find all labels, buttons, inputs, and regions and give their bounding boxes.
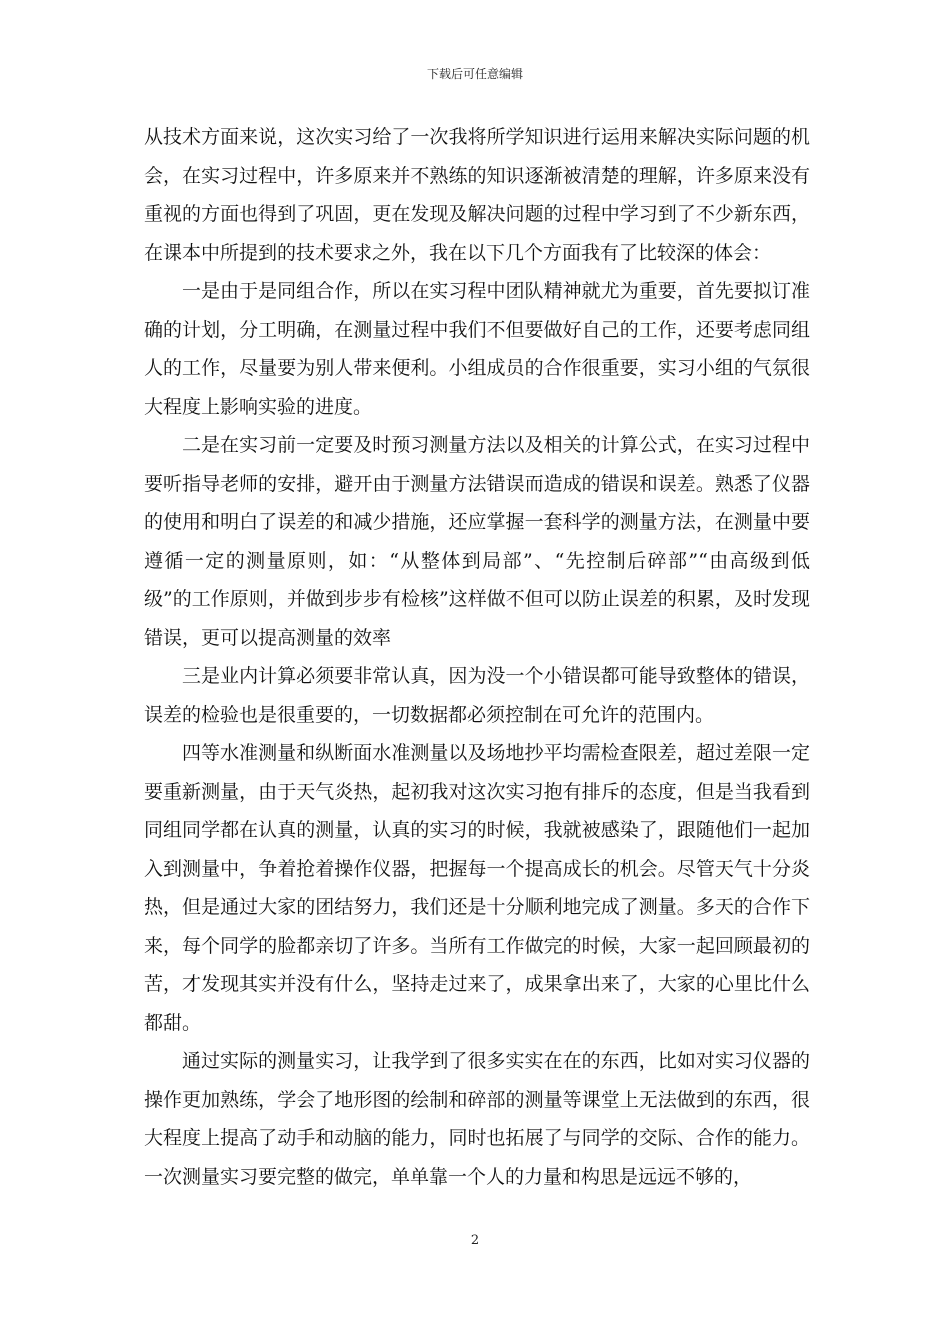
paragraph: 一是由于是同组合作，所以在实习程中团队精神就尤为重要，首先要拟订准确的计划，分工明确，在测量过程中我们不但要做好自己的工作，还要考虑同组人的工作，尽量要为别人带来便利。小组成员的合作很重要，实习小组的气氛很大程度上影响实验的进度。 xyxy=(144,280,810,418)
page-number: 2 xyxy=(470,1233,480,1248)
paragraph: 二是在实习前一定要及时预习测量方法以及相关的计算公式，在实习过程中要听指导老师的安排，避开由于测量方法错误而造成的错误和误差。熟悉了仪器的使用和明白了误差的和减少措施，还应掌握一套科学的测量方法，在测量中要遵循一定的测量原则，如：“从整体到局部”、“先控制后碎部”“由高级到低级”的工作原则，并做到步步有检核”这样做不但可以防止误差的积累，及时发现错误，更可以提高测量的效率 xyxy=(144,434,810,649)
page-header: 下载后可任意编辑 xyxy=(426,67,523,81)
document-body xyxy=(144,118,810,1196)
paragraph: 通过实际的测量实习，让我学到了很多实实在在的东西，比如对实习仪器的操作更加熟练，学会了地形图的绘制和碎部的测量等课堂上无法做到的东西，很大程度上提高了动手和动脑的能力，同时也拓展了与同学的交际、合作的能力。一次测量实习要完整的做完，单单靠一个人的力量和构思是远远不够的， xyxy=(144,1050,810,1188)
paragraph: 从技术方面来说，这次实习给了一次我将所学知识进行运用来解决实际问题的机会，在实习过程中，许多原来并不熟练的知识逐渐被清楚的理解，许多原来没有重视的方面也得到了巩固，更在发现及解决问题的过程中学习到了不少新东西，在课本中所提到的技术要求之外，我在以下几个方面我有了比较深的体会： xyxy=(144,126,810,264)
paragraph: 三是业内计算必须要非常认真，因为没一个小错误都可能导致整体的错误，误差的检验也是很重要的，一切数据都必须控制在可允许的范围内。 xyxy=(144,665,810,726)
paragraph: 四等水准测量和纵断面水准测量以及场地抄平均需检查限差，超过差限一定要重新测量，由于天气炎热，起初我对这次实习抱有排斥的态度，但是当我看到同组同学都在认真的测量，认真的实习的时候，我就被感染了，跟随他们一起加入到测量中，争着抢着操作仪器，把握每一个提高成长的机会。尽管天气十分炎热，但是通过大家的团结努力，我们还是十分顺利地完成了测量。多天的合作下来，每个同学的脸都亲切了许多。当所有工作做完的时候，大家一起回顾最初的苦，才发现其实并没有什么，坚持走过来了，成果拿出来了，大家的心里比什么都甜。 xyxy=(144,742,810,1034)
